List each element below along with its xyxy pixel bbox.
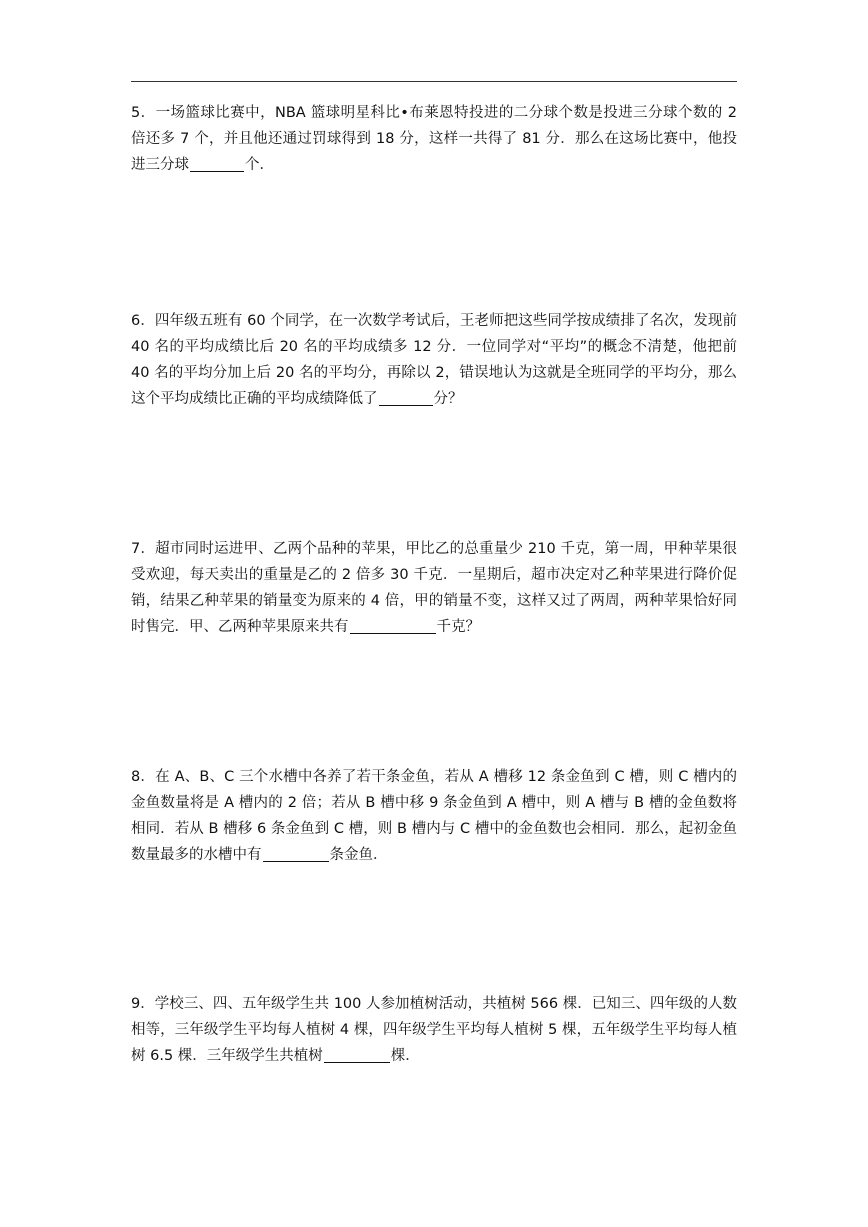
problem-8-suffix: 条金鱼．	[329, 847, 388, 863]
problem-5-text: 5．一场篮球比赛中，NBA 篮球明星科比•布莱恩特投进的二分球个数是投进三分球个数的 2 倍还多 7 个，并且他还通过罚球得到 18 分，这样一共得了 81 分．那么在这场比赛中，他投进三分球	[131, 105, 737, 173]
problem-7	[131, 536, 737, 640]
problem-8	[131, 764, 737, 868]
problem-6-suffix: 分？	[433, 391, 463, 407]
answer-blank-9[interactable]	[324, 1046, 390, 1063]
problem-6-text: 6．四年级五班有 60 个同学，在一次数学考试后，王老师把这些同学按成绩排了名次，发现前 40 名的平均成绩比后 20 名的平均成绩多 12 分．一位同学对“平均”的概念不清楚，他把前 40 名的平均分加上后 20 名的平均分，再除以 2，错误地认为这就是全班同学的平均分，那么这个平均成绩比正确的平均成绩降低了	[131, 313, 737, 407]
answer-blank-8[interactable]	[263, 845, 329, 862]
problem-5	[131, 100, 737, 178]
problem-5-suffix: 个．	[245, 157, 274, 173]
header-rule	[131, 81, 737, 82]
problem-8-text: 8．在 A、B、C 三个水槽中各养了若干条金鱼，若从 A 槽移 12 条金鱼到 C 槽，则 C 槽内的金鱼数量将是 A 槽内的 2 倍；若从 B 槽中移 9 条金鱼到 A 槽中，则 A 槽与 B 槽的金鱼数将相同．若从 B 槽移 6 条金鱼到 C 槽，则 B 槽内与 C 槽中的金鱼数也会相同．那么，起初金鱼数量最多的水槽中有	[131, 769, 737, 863]
answer-blank-5[interactable]	[190, 155, 244, 172]
problem-9	[131, 991, 737, 1069]
problem-7-suffix: 千克？	[436, 619, 480, 635]
problem-9-text: 9．学校三、四、五年级学生共 100 人参加植树活动，共植树 566 棵．已知三、四年级的人数相等，三年级学生平均每人植树 4 棵，四年级学生平均每人植树 5 棵，五年级学生平均每人植树 6.5 棵．三年级学生共植树	[131, 996, 737, 1064]
answer-blank-6[interactable]	[379, 389, 433, 406]
problem-7-text: 7．超市同时运进甲、乙两个品种的苹果，甲比乙的总重量少 210 千克，第一周，甲种苹果很受欢迎，每天卖出的重量是乙的 2 倍多 30 千克．一星期后，超市决定对乙种苹果进行降价促销，结果乙种苹果的销量变为原来的 4 倍，甲的销量不变，这样又过了两周，两种苹果恰好同时售完．甲、乙两种苹果原来共有	[131, 541, 737, 635]
problem-9-suffix: 棵．	[390, 1048, 420, 1064]
problem-6	[131, 308, 737, 412]
answer-blank-7[interactable]	[350, 617, 436, 634]
